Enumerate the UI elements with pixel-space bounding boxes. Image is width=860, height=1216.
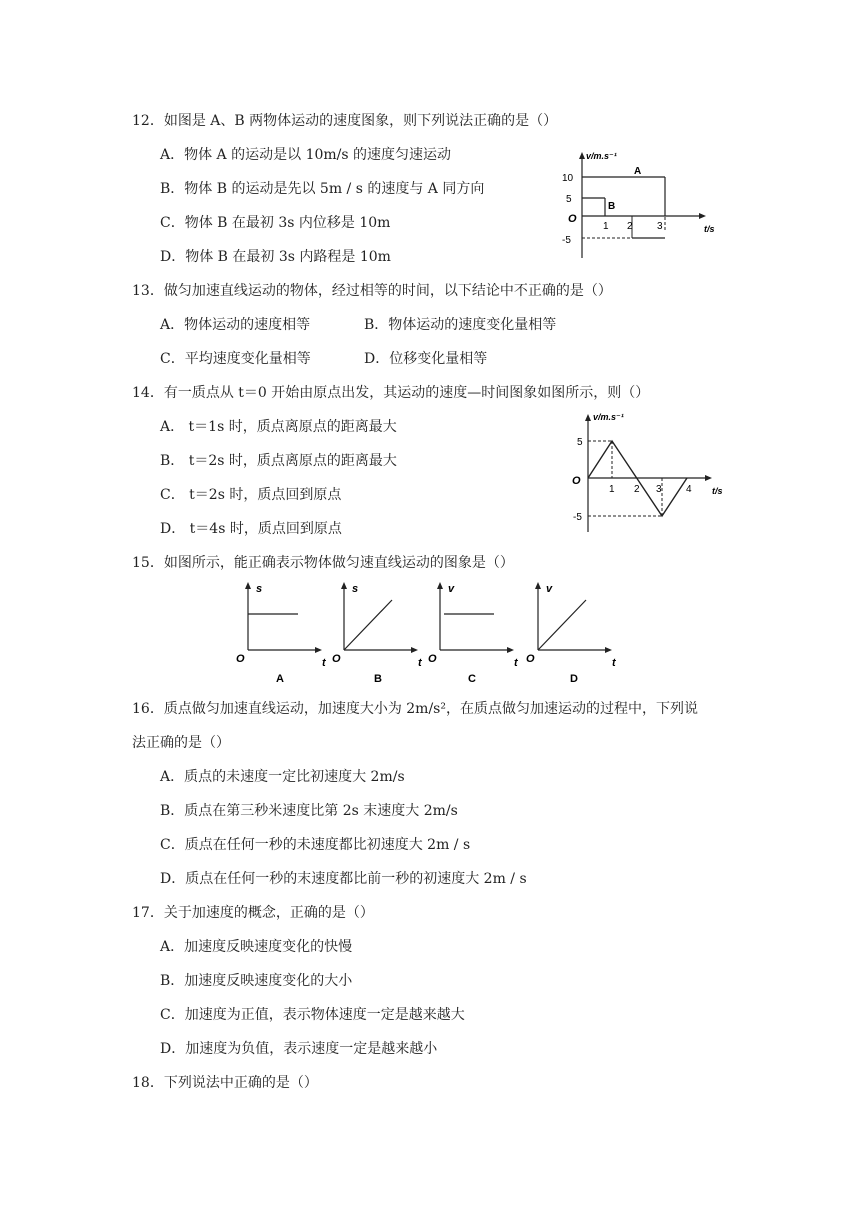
fig12-y-arrow [579, 152, 585, 159]
question-15-stem: 15．如图所示，能正确表示物体做匀速直线运动的图象是（） [132, 555, 514, 571]
question-12-option-c[interactable]: C．物体 B 在最初 3s 内位移是 10m [160, 215, 391, 231]
fig14-xtick-3: 3 [656, 484, 662, 495]
fig15c-x-label: t [514, 657, 518, 669]
fig15c-origin: O [428, 653, 437, 665]
fig14-y-arrow [585, 414, 591, 421]
fig12-ytick-neg5: -5 [562, 235, 571, 246]
fig15-panel-d [526, 582, 617, 685]
fig15d-origin: O [526, 653, 535, 665]
fig15b-x-arrow [411, 647, 418, 653]
fig14-xtick-4: 4 [686, 484, 692, 495]
fig15a-x-arrow [315, 647, 322, 653]
question-16-option-d[interactable]: D．质点在任何一秒的末速度都比前一秒的初速度大 2m / s [160, 871, 527, 887]
question-12-option-a[interactable]: A．物体 A 的运动是以 10m/s 的速度匀速运动 [160, 147, 452, 163]
question-12-option-b[interactable]: B．物体 B 的运动是先以 5m / s 的速度与 A 同方向 [160, 181, 485, 197]
fig15d-y-arrow [535, 582, 541, 589]
fig14-x-arrow [705, 475, 712, 481]
question-16-option-b[interactable]: B．质点在第三秒米速度比第 2s 末速度大 2m/s [160, 803, 458, 819]
question-17-stem: 17．关于加速度的概念，正确的是（） [132, 905, 374, 921]
fig15d-y-label: v [546, 583, 553, 595]
question-17-option-d[interactable]: D．加速度为负值，表示速度一定是越来越小 [160, 1041, 438, 1057]
fig15-panel-a [236, 582, 327, 685]
fig14-ytick-5: 5 [577, 437, 583, 448]
fig12-ytick-10: 10 [562, 173, 574, 184]
question-13-option-b[interactable]: B．物体运动的速度变化量相等 [364, 317, 557, 333]
question-13-option-d[interactable]: D．位移变化量相等 [364, 351, 488, 367]
fig15a-y-label: s [256, 583, 263, 595]
fig15d-x-arrow [605, 647, 612, 653]
fig14-xtick-2: 2 [634, 484, 640, 495]
question-14-option-d[interactable]: D． t＝4s 时，质点回到原点 [160, 521, 342, 537]
fig12-label-b: B [608, 201, 616, 212]
question-16-option-c[interactable]: C．质点在任何一秒的未速度都比初速度大 2m / s [160, 837, 471, 853]
fig14-y-label: v/m.s⁻¹ [593, 412, 624, 422]
fig12-x-label: t/s [704, 224, 715, 234]
fig15c-caption: C [468, 673, 476, 685]
fig15-panel-c [428, 582, 519, 685]
fig14-xtick-1: 1 [609, 484, 615, 495]
question-12-stem: 12．如图是 A、B 两物体运动的速度图象，则下列说法正确的是（） [132, 113, 558, 129]
fig15b-y-label: s [352, 583, 359, 595]
fig12-label-a: A [634, 166, 642, 177]
question-13-option-a[interactable]: A．物体运动的速度相等 [160, 317, 311, 333]
fig12-xtick-2: 2 [627, 221, 633, 232]
fig12-xtick-1: 1 [603, 221, 609, 232]
fig12-ytick-5: 5 [566, 194, 572, 205]
question-13-stem: 13．做匀加速直线运动的物体，经过相等的时间，以下结论中不正确的是（） [132, 283, 612, 299]
fig12-x-arrow [699, 213, 706, 219]
figure-14-vt-graph [570, 410, 740, 535]
fig12-origin: O [568, 213, 577, 225]
fig14-ytick-neg5: -5 [573, 512, 582, 523]
fig15b-origin: O [332, 653, 341, 665]
fig12-y-label: v/m.s⁻¹ [586, 151, 617, 161]
fig15a-origin: O [236, 653, 245, 665]
fig15b-x-label: t [418, 657, 422, 669]
fig15a-x-label: t [322, 657, 326, 669]
fig15d-x-label: t [612, 657, 616, 669]
fig15b-y-arrow [341, 582, 347, 589]
figure-15-motion-graphs [232, 578, 632, 690]
question-16-stem-line2: 法正确的是（） [132, 735, 230, 751]
fig15b-line [344, 600, 392, 650]
question-17-option-c[interactable]: C．加速度为正值，表示物体速度一定是越来越大 [160, 1007, 465, 1023]
question-17-option-b[interactable]: B．加速度反映速度变化的大小 [160, 973, 353, 989]
question-18-stem: 18．下列说法中正确的是（） [132, 1075, 318, 1091]
question-14-option-b[interactable]: B． t＝2s 时，质点离原点的距离最大 [160, 453, 397, 469]
fig15d-caption: D [570, 673, 578, 685]
question-12-option-d[interactable]: D．物体 B 在最初 3s 内路程是 10m [160, 249, 391, 265]
question-16-option-a[interactable]: A．质点的未速度一定比初速度大 2m/s [160, 769, 405, 785]
question-14-stem: 14．有一质点从 t＝0 开始由原点出发，其运动的速度—时间图象如图所示，则（） [132, 385, 650, 401]
question-16-stem-line1: 16．质点做匀加速直线运动，加速度大小为 2m/s²，在质点做匀加速运动的过程中，下列说 [132, 701, 698, 717]
fig15c-x-arrow [507, 647, 514, 653]
figure-12-vt-graph [560, 150, 720, 262]
fig15d-line [538, 600, 586, 650]
question-14-option-c[interactable]: C． t＝2s 时，质点回到原点 [160, 487, 342, 503]
fig15b-caption: B [374, 673, 382, 685]
fig15c-y-label: v [448, 583, 455, 595]
fig15a-y-arrow [245, 582, 251, 589]
fig15a-caption: A [276, 673, 284, 685]
question-13-option-c[interactable]: C．平均速度变化量相等 [160, 351, 311, 367]
fig15c-y-arrow [437, 582, 443, 589]
fig14-x-label: t/s [712, 486, 723, 496]
fig12-xtick-3: 3 [657, 221, 663, 232]
question-14-option-a[interactable]: A． t＝1s 时，质点离原点的距离最大 [160, 419, 397, 435]
fig14-origin: O [572, 475, 581, 487]
fig15-panel-b [332, 582, 423, 685]
question-17-option-a[interactable]: A．加速度反映速度变化的快慢 [160, 939, 353, 955]
